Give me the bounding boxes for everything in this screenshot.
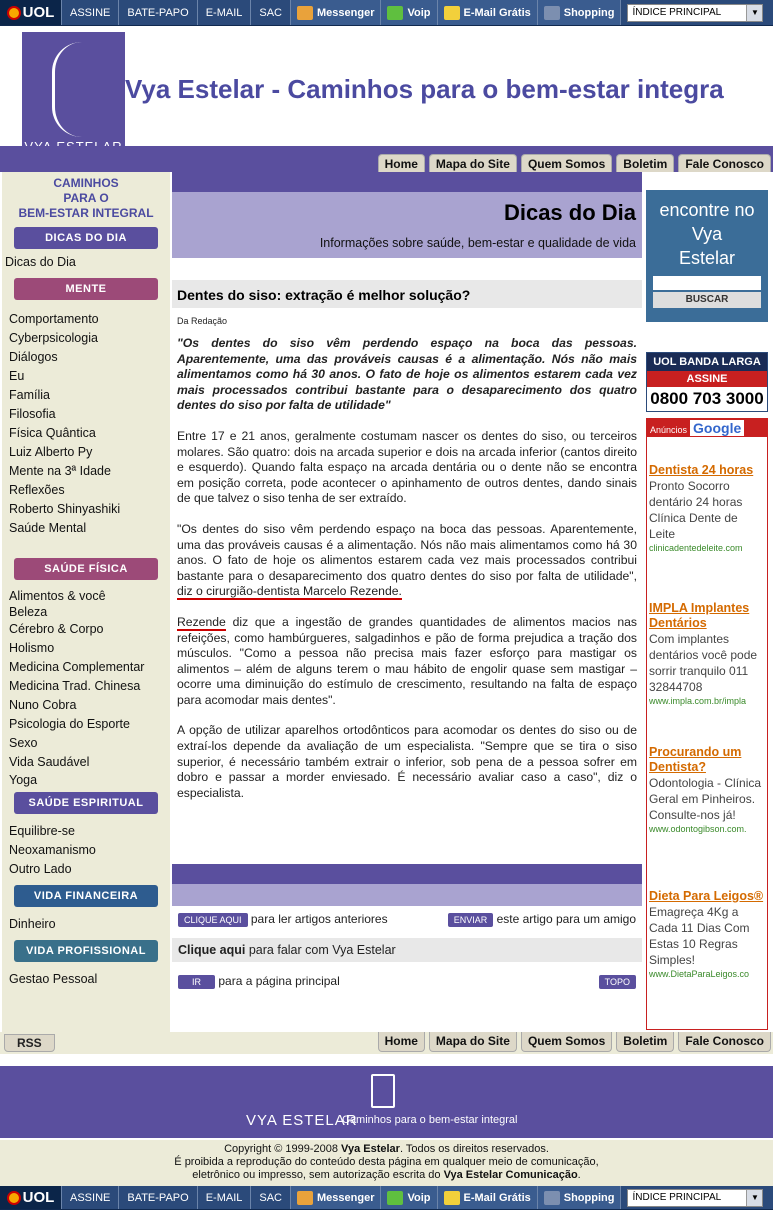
search-input[interactable] — [653, 276, 761, 290]
ad-title[interactable]: Dieta Para Leigos® — [649, 889, 764, 903]
left-sidebar — [2, 172, 170, 1032]
sidebar-item[interactable]: Mente na 3ª Idade — [9, 464, 111, 478]
article-lead: "Os dentes do siso vêm perdendo espaço na boca das pessoas. Aparentemente, uma das prováveis causas é a alimentação. Nós não mais alimentamos como há 30 anos. O fato de hoje os alimentos estarem cada vez mais processados contribui bastante para o desaparecimento dos quatro dentes do siso por falta de utilidade" — [177, 336, 637, 413]
uol-index-select[interactable]: ÍNDICE PRINCIPAL ▼ — [627, 1189, 763, 1207]
uol-service-messenger[interactable]: Messenger — [291, 1186, 381, 1209]
sidebar-item[interactable]: Alimentos & você — [9, 589, 106, 603]
uol-service-shopping[interactable]: Shopping — [538, 0, 622, 25]
sidebar-item[interactable]: Luiz Alberto Py — [9, 445, 93, 459]
sidebar-item[interactable]: Holismo — [9, 641, 55, 655]
ad-item: IMPLA Implantes Dentários Com implantes dentários você pode sorrir tranquilo 011 32844708 www.impla.com.br/impla — [649, 601, 767, 707]
bottom-nav — [0, 1032, 773, 1054]
bottom-tab-mapa-do-site[interactable]: Mapa do Site — [429, 1032, 517, 1052]
sidebar-item[interactable]: Nuno Cobra — [9, 698, 77, 712]
ad-item: Dentista 24 horas Pronto Socorro dentário 24 horas Clínica Dente de Leite clinicadentedeleite.com — [649, 463, 767, 554]
uol-service-email[interactable]: E-Mail Grátis — [438, 0, 538, 25]
section-mente[interactable]: MENTE — [14, 278, 158, 300]
uol-bottom-bar — [0, 1186, 773, 1210]
sidebar-heading: CAMINHOS PARA O BEM-ESTAR INTEGRAL — [18, 176, 154, 220]
article-paragraph: A opção de utilizar aparelhos ortodônticos para acomodar os dentes do siso ou de extraí-los depende da avaliação de um especialista. "Sempre que se tira o siso superior, é necessário também extrair o inferior, sob pena de a pessoa sofrer em dobro e passar a morder enviesado. É necessário avaliar caso a caso", diz o especialista. — [177, 723, 637, 800]
enviar-button[interactable]: ENVIAR — [448, 913, 494, 927]
sidebar-item[interactable]: Dinheiro — [9, 917, 56, 931]
contact-bar: Clique aqui para falar com Vya Estelar — [172, 938, 642, 962]
article-body — [172, 336, 642, 801]
google-logo: Google — [690, 420, 744, 436]
site-search-box: encontre no Vya Estelar BUSCAR — [646, 190, 768, 322]
footer-logo[interactable]: VYA ESTELAR Caminhos para o bem-estar integral — [246, 1074, 526, 1132]
section-dicas-do-dia[interactable]: DICAS DO DIA — [14, 227, 158, 249]
section-saude-espiritual[interactable]: SAÚDE ESPIRITUAL — [14, 792, 158, 814]
tab-mapa-do-site[interactable]: Mapa do Site — [429, 154, 517, 172]
ad-title[interactable]: Dentista 24 horas — [649, 463, 754, 477]
main-content — [172, 172, 642, 1032]
ad-url[interactable]: www.odontogibson.com. — [649, 824, 747, 834]
topo-button[interactable]: TOPO — [599, 975, 636, 989]
uol-link-sac[interactable]: SAC — [251, 1186, 291, 1209]
sidebar-item[interactable]: Medicina Trad. Chinesa — [9, 679, 141, 693]
article-paragraph: "Os dentes do siso vêm perdendo espaço na boca das pessoas. Aparentemente, uma das prováveis causas é a alimentação. Nós não mais alimentamos como há 30 anos. O fato de hoje os alimentos estarem cada vez mais processados contribui bastante para o desaparecimento dos quatro dentes do siso por falta de utilidade", diz o cirurgião-dentista Marcelo Rezende. — [177, 521, 637, 599]
ad-item: Dieta Para Leigos® Emagreça 4Kg a Cada 11 Dias Com Estas 10 Regras Simples! www.DietaParaLeigos.co — [649, 889, 767, 980]
article-paragraph: Rezende diz que a ingestão de grandes quantidades de alimentos macios nas refeições, como hambúrgueres, salgadinhos e pão de forma prejudica a tração dos músculos. "Como a pessoa não precisa mais fazer esforço para mastigar os alimentos – além de alguns terem o mau hábito de engolir quase sem mastigar – ocorre uma diminuição do estímulo de crescimento, resultando na falta de espaço para acomodar mais dentes". — [177, 614, 637, 707]
sidebar-item[interactable]: Medicina Complementar — [9, 660, 145, 674]
sidebar-item[interactable]: Comportamento — [9, 312, 99, 326]
sidebar-item[interactable]: Gestao Pessoal — [9, 972, 98, 986]
sidebar-item[interactable]: Família — [9, 388, 50, 402]
sidebar-item[interactable]: Filosofia — [9, 407, 56, 421]
sidebar-item[interactable]: Roberto Shinyashiki — [9, 502, 121, 516]
section-vida-financeira[interactable]: VIDA FINANCEIRA — [14, 885, 158, 907]
sidebar-item[interactable]: Beleza — [9, 605, 48, 619]
tab-home[interactable]: Home — [378, 154, 425, 172]
sidebar-item[interactable]: Equilibre-se — [9, 824, 76, 838]
section-saude-fisica[interactable]: SAÚDE FÍSICA — [14, 558, 158, 580]
copyright: Copyright © 1999-2008 Vya Estelar. Todos os direitos reservados. É proibida a reprodução do conteúdo desta página em qualquer meio de comunicação, eletrônico ou impresso, sem autorização escrita do Vya Estelar Comunicação. — [0, 1140, 773, 1186]
uol-service-shopping[interactable]: Shopping — [538, 1186, 622, 1209]
uol-logo[interactable]: UOL — [0, 0, 62, 25]
ad-item: Procurando um Dentista? Odontologia - Clínica Geral em Pinheiros. Consulte-nos já! www.odontogibson.com. — [649, 745, 767, 835]
footer-band — [0, 1066, 773, 1138]
uol-link-assine[interactable]: ASSINE — [62, 0, 119, 25]
uol-logo-icon — [7, 6, 21, 20]
ir-button[interactable]: IR — [178, 975, 215, 989]
sidebar-item[interactable]: Neoxamanismo — [9, 843, 96, 857]
uol-top-bar — [0, 0, 773, 26]
uol-link-assine[interactable]: ASSINE — [62, 1186, 119, 1209]
uol-logo[interactable]: UOL — [0, 1186, 62, 1209]
previous-articles-link[interactable]: para ler artigos anteriores — [250, 912, 388, 926]
site-header — [0, 26, 773, 172]
uol-link-email[interactable]: E-MAIL — [198, 1186, 252, 1209]
clique-aqui-button[interactable]: CLIQUE AQUI — [178, 913, 248, 927]
article-title: Dentes do siso: extração é melhor solução? — [172, 280, 642, 308]
ad-url[interactable]: clinicadentedeleite.com — [649, 543, 743, 553]
section-header — [172, 192, 642, 258]
uol-service-voip[interactable]: Voip — [381, 1186, 437, 1209]
sidebar-item[interactable]: Cyberpsicologia — [9, 331, 98, 345]
search-button[interactable]: BUSCAR — [653, 292, 761, 308]
voip-icon — [387, 1191, 403, 1205]
home-row — [172, 972, 642, 994]
sidebar-item[interactable]: Cérebro & Corpo — [9, 622, 104, 636]
sidebar-item[interactable]: Diálogos — [9, 350, 58, 364]
sidebar-item-dicas-do-dia[interactable]: Dicas do Dia — [5, 255, 76, 269]
top-nav — [378, 154, 771, 172]
sidebar-item[interactable]: Saúde Mental — [9, 521, 87, 535]
google-ads: Anúncios Google Dentista 24 horas Pronto Socorro dentário 24 horas Clínica Dente de Leite clinicadentedeleite.com IMPLA Implantes Dentários Com implantes dentários você pode sorrir tranquilo 011 32844708 www.impla.com.br/impla Procurando um Dentista? Odontologia - Clínica Geral em Pinheiros. Consulte-nos já! www.odontogibson.com. Dieta Para Leigos® Emagreça 4Kg a Cada 11 Dias Com Estas 10 Regras Simples! www.DietaParaLeigos.co — [646, 418, 768, 1030]
article-actions — [172, 910, 642, 932]
voip-icon — [387, 6, 403, 20]
sidebar-item[interactable]: Eu — [9, 369, 25, 383]
ad-url[interactable]: www.DietaParaLeigos.co — [649, 969, 750, 979]
sidebar-item[interactable]: Outro Lado — [9, 862, 72, 876]
uol-logo-icon — [7, 1191, 21, 1205]
tab-quem-somos[interactable]: Quem Somos — [521, 154, 612, 172]
sidebar-item[interactable]: Física Quântica — [9, 426, 96, 440]
uol-link-bate-papo[interactable]: BATE-PAPO — [119, 0, 197, 25]
email-icon — [444, 6, 460, 20]
send-to-friend-link[interactable]: este artigo para um amigo — [496, 912, 636, 926]
email-icon — [444, 1191, 460, 1205]
article-byline: Da Redação — [177, 316, 228, 326]
ad-url[interactable]: www.impla.com.br/impla — [649, 696, 747, 706]
uol-banda-larga-banner[interactable]: UOL BANDA LARGA ASSINE 0800 703 3000 — [646, 352, 768, 412]
messenger-icon — [297, 6, 313, 20]
uol-service-voip[interactable]: Voip — [381, 0, 437, 25]
uol-index-select[interactable]: ÍNDICE PRINCIPAL ▼ — [627, 4, 763, 22]
rss-link[interactable]: RSS — [4, 1034, 55, 1052]
shopping-icon — [544, 1191, 560, 1205]
uol-link-email[interactable]: E-MAIL — [198, 0, 252, 25]
uol-service-email[interactable]: E-Mail Grátis — [438, 1186, 538, 1209]
site-title: Vya Estelar - Caminhos para o bem-estar integra — [125, 74, 724, 104]
contact-link[interactable]: Clique aqui — [178, 943, 246, 957]
chevron-down-icon: ▼ — [746, 5, 762, 21]
ad-title[interactable]: IMPLA Implantes Dentários — [649, 601, 750, 630]
bottom-tab-fale-conosco[interactable]: Fale Conosco — [678, 1032, 771, 1052]
section-vida-profissional[interactable]: VIDA PROFISSIONAL — [14, 940, 158, 962]
home-page-link[interactable]: para a página principal — [218, 974, 340, 988]
bottom-tab-quem-somos[interactable]: Quem Somos — [521, 1032, 612, 1052]
uol-service-messenger[interactable]: Messenger — [291, 0, 381, 25]
sidebar-item[interactable]: Yoga — [9, 773, 38, 787]
page-title: Dicas do Dia — [503, 200, 636, 225]
article-paragraph: Entre 17 e 21 anos, geralmente costumam nascer os dentes do siso, ou terceiros molares. São quatro: dois na arcada superior e dois na arcada inferior (cantos direito e esquerdo). Quando falta espaço na arcada dentária ou o dente não se encontra em posição correta, pode acontecer o apinhamento de outros dentes, dando sinais de que talvez o siso tenha de ser extraído. — [177, 428, 637, 506]
sidebar-item[interactable]: Reflexões — [9, 483, 65, 497]
sidebar-item[interactable]: Vida Saudável — [9, 755, 90, 769]
messenger-icon — [297, 1191, 313, 1205]
sidebar-item[interactable]: Sexo — [9, 736, 38, 750]
shopping-icon — [544, 6, 560, 20]
ad-title[interactable]: Procurando um Dentista? — [649, 745, 742, 774]
bottom-tab-boletim[interactable]: Boletim — [616, 1032, 674, 1052]
sidebar-item[interactable]: Psicologia do Esporte — [9, 717, 130, 731]
right-column — [646, 190, 768, 1030]
page-subtitle: Informações sobre saúde, bem-estar e qualidade de vida — [319, 236, 636, 250]
uol-link-sac[interactable]: SAC — [251, 0, 291, 25]
uol-link-bate-papo[interactable]: BATE-PAPO — [119, 1186, 197, 1209]
bottom-tab-home[interactable]: Home — [378, 1032, 425, 1052]
tab-fale-conosco[interactable]: Fale Conosco — [678, 154, 771, 172]
chevron-down-icon: ▼ — [746, 1190, 762, 1206]
vya-logo-icon — [371, 1074, 395, 1108]
tab-boletim[interactable]: Boletim — [616, 154, 674, 172]
